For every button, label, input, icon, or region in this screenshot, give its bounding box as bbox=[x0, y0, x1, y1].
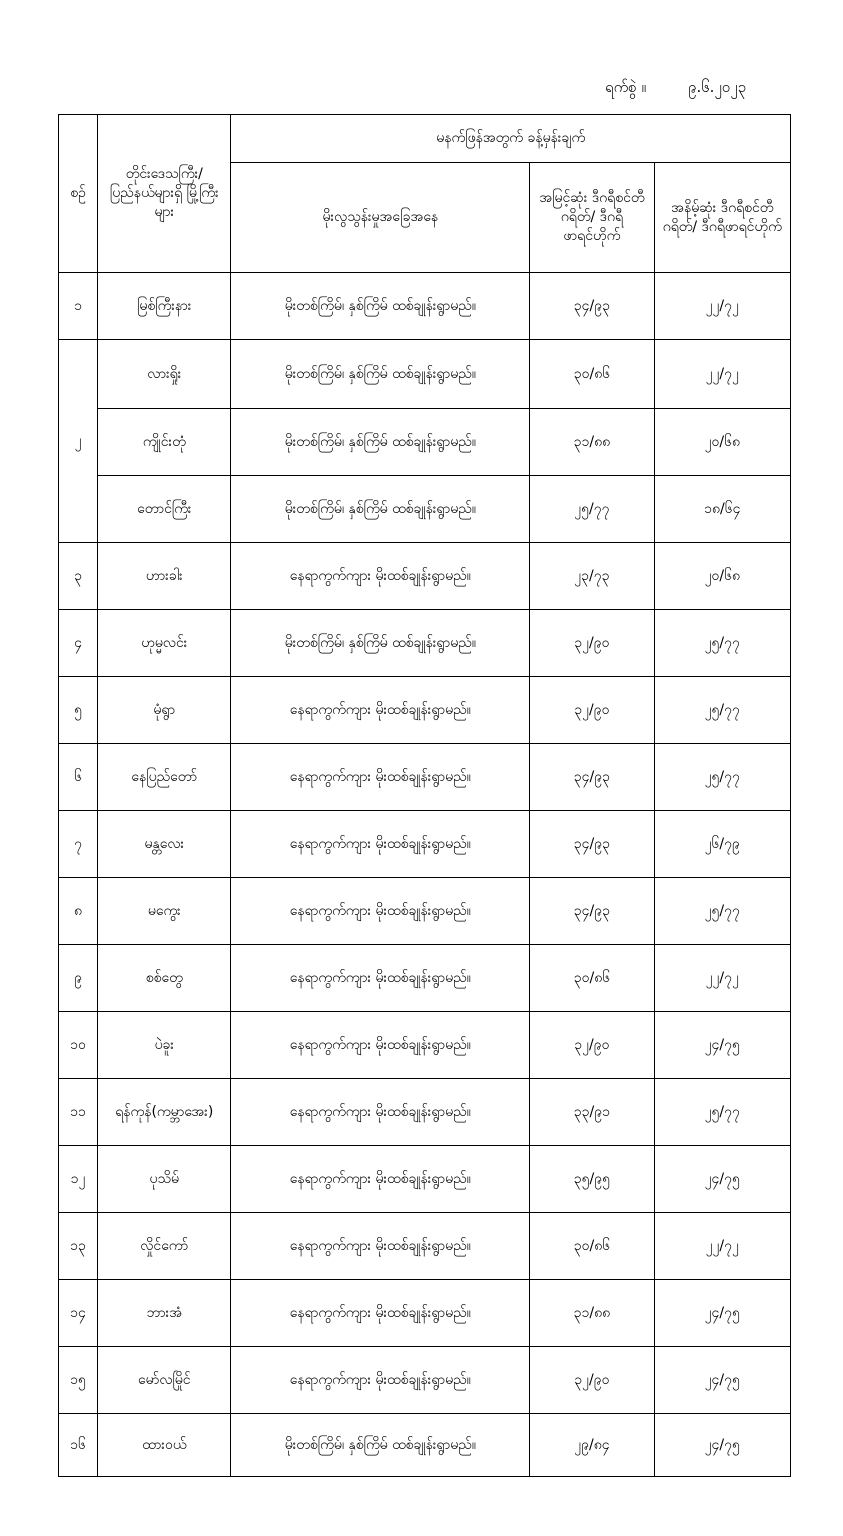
date-value: ၉.၆.၂၀၂၃ bbox=[688, 78, 747, 96]
city-cell: ထားဝယ် bbox=[98, 1414, 231, 1477]
city-cell: မော်လမြိုင် bbox=[98, 1347, 231, 1414]
min-temp-cell: ၂၅/၇၇ bbox=[654, 744, 790, 811]
condition-cell: နေရာကွက်ကျား မိုးထစ်ချုန်းရွာမည်။ bbox=[231, 811, 530, 878]
min-temp-cell: ၂၂/၇၂ bbox=[654, 1213, 790, 1280]
row-number: ၁၅ bbox=[59, 1347, 98, 1414]
city-cell: ဟားခါး bbox=[98, 543, 231, 610]
city-cell: မြစ်ကြီးနား bbox=[98, 273, 231, 340]
city-cell: ရန်ကုန်(ကမ္ဘာအေး) bbox=[98, 1079, 231, 1146]
max-temp-cell: ၃၁/၈၈ bbox=[530, 1280, 654, 1347]
city-cell: ကျိုင်းတုံ bbox=[98, 409, 231, 476]
table-row bbox=[59, 543, 791, 610]
max-temp-cell: ၂၉/၈၄ bbox=[530, 1414, 654, 1477]
row-number: ၅ bbox=[59, 677, 98, 744]
city-cell: မုံရွာ bbox=[98, 677, 231, 744]
min-temp-cell: ၁၈/၆၄ bbox=[654, 476, 790, 543]
max-temp-cell: ၃၀/၈၆ bbox=[530, 945, 654, 1012]
condition-cell: မိုးတစ်ကြိမ်၊ နှစ်ကြိမ် ထစ်ချုန်းရွာမည်။ bbox=[231, 340, 530, 409]
max-temp-cell: ၃၄/၉၃ bbox=[530, 811, 654, 878]
condition-cell: မိုးတစ်ကြိမ်၊ နှစ်ကြိမ် ထစ်ချုန်းရွာမည်။ bbox=[231, 476, 530, 543]
min-temp-cell: ၂၄/၇၅ bbox=[654, 1280, 790, 1347]
max-temp-cell: ၃၂/၉၀ bbox=[530, 677, 654, 744]
max-temp-cell: ၃၄/၉၃ bbox=[530, 744, 654, 811]
min-temp-cell: ၂၀/၆၈ bbox=[654, 409, 790, 476]
city-cell: ဟုမ္မလင်း bbox=[98, 610, 231, 677]
min-temp-cell: ၂၂/၇၂ bbox=[654, 340, 790, 409]
date-label: ရက်စွဲ ။ bbox=[605, 78, 647, 96]
max-temp-cell: ၃၀/၈၆ bbox=[530, 340, 654, 409]
table-row bbox=[59, 1414, 791, 1477]
condition-cell: နေရာကွက်ကျား မိုးထစ်ချုန်းရွာမည်။ bbox=[231, 543, 530, 610]
condition-cell: နေရာကွက်ကျား မိုးထစ်ချုန်းရွာမည်။ bbox=[231, 744, 530, 811]
table-row bbox=[59, 340, 791, 409]
max-temp-cell: ၃၂/၉၀ bbox=[530, 1012, 654, 1079]
max-temp-cell: ၃၃/၉၁ bbox=[530, 1079, 654, 1146]
forecast-table bbox=[58, 114, 791, 1477]
condition-cell: မိုးတစ်ကြိမ်၊ နှစ်ကြိမ် ထစ်ချုန်းရွာမည်။ bbox=[231, 409, 530, 476]
max-temp-cell: ၃၂/၉၀ bbox=[530, 1347, 654, 1414]
table-row bbox=[59, 811, 791, 878]
col-header-group: မနက်ဖြန်အတွက် ခန့်မှန်းချက် bbox=[231, 115, 791, 163]
condition-cell: နေရာကွက်ကျား မိုးထစ်ချုန်းရွာမည်။ bbox=[231, 1347, 530, 1414]
table-row bbox=[59, 1012, 791, 1079]
max-temp-cell: ၃၂/၉၀ bbox=[530, 610, 654, 677]
city-cell: ပုသိမ် bbox=[98, 1146, 231, 1213]
min-temp-cell: ၂၀/၆၈ bbox=[654, 543, 790, 610]
table-row bbox=[59, 1146, 791, 1213]
condition-cell: မိုးတစ်ကြိမ်၊ နှစ်ကြိမ် ထစ်ချုန်းရွာမည်။ bbox=[231, 1414, 530, 1477]
condition-cell: နေရာကွက်ကျား မိုးထစ်ချုန်းရွာမည်။ bbox=[231, 1146, 530, 1213]
min-temp-cell: ၂၅/၇၇ bbox=[654, 677, 790, 744]
table-row bbox=[59, 1213, 791, 1280]
col-header-city: တိုင်းဒေသကြီး/ ပြည်နယ်များရှိ မြို့ကြီးများ bbox=[98, 115, 231, 273]
max-temp-cell: ၃၅/၉၅ bbox=[530, 1146, 654, 1213]
city-cell: ပဲခူး bbox=[98, 1012, 231, 1079]
table-row bbox=[59, 476, 791, 543]
condition-cell: မိုးတစ်ကြိမ်၊ နှစ်ကြိမ် ထစ်ချုန်းရွာမည်။ bbox=[231, 610, 530, 677]
row-number: ၁၃ bbox=[59, 1213, 98, 1280]
row-number: ၁၀ bbox=[59, 1012, 98, 1079]
row-number: ၃ bbox=[59, 543, 98, 610]
row-number: ၇ bbox=[59, 811, 98, 878]
max-temp-cell: ၂၃/၇၃ bbox=[530, 543, 654, 610]
row-number: ၄ bbox=[59, 610, 98, 677]
col-header-condition: မိုးလွသွန်းမှုအခြေအနေ bbox=[231, 163, 530, 273]
condition-cell: နေရာကွက်ကျား မိုးထစ်ချုန်းရွာမည်။ bbox=[231, 1079, 530, 1146]
max-temp-cell: ၃၁/၈၈ bbox=[530, 409, 654, 476]
table-body bbox=[59, 273, 791, 1477]
date-line bbox=[560, 78, 790, 102]
row-number: ၁၁ bbox=[59, 1079, 98, 1146]
row-number: ၁၆ bbox=[59, 1414, 98, 1477]
row-number: ၂ bbox=[59, 340, 98, 543]
condition-cell: မိုးတစ်ကြိမ်၊ နှစ်ကြိမ် ထစ်ချုန်းရွာမည်။ bbox=[231, 273, 530, 340]
row-number: ၆ bbox=[59, 744, 98, 811]
min-temp-cell: ၂၄/၇၅ bbox=[654, 1146, 790, 1213]
city-cell: လှိုင်ကော် bbox=[98, 1213, 231, 1280]
city-cell: နေပြည်တော် bbox=[98, 744, 231, 811]
col-header-no: စဉ် bbox=[59, 115, 98, 273]
table-row bbox=[59, 945, 791, 1012]
table-row bbox=[59, 610, 791, 677]
max-temp-cell: ၂၅/၇၇ bbox=[530, 476, 654, 543]
condition-cell: နေရာကွက်ကျား မိုးထစ်ချုန်းရွာမည်။ bbox=[231, 1280, 530, 1347]
table-row bbox=[59, 409, 791, 476]
table-row bbox=[59, 677, 791, 744]
table-row bbox=[59, 878, 791, 945]
min-temp-cell: ၂၆/၇၉ bbox=[654, 811, 790, 878]
max-temp-cell: ၃၄/၉၃ bbox=[530, 273, 654, 340]
row-number: ၁၂ bbox=[59, 1146, 98, 1213]
min-temp-cell: ၂၂/၇၂ bbox=[654, 945, 790, 1012]
condition-cell: နေရာကွက်ကျား မိုးထစ်ချုန်းရွာမည်။ bbox=[231, 1012, 530, 1079]
col-header-min: အနိမ့်ဆုံး ဒီဂရီစင်တီဂရိတ်/ ဒီဂရီဖာရင်ဟိုက် bbox=[654, 163, 790, 273]
min-temp-cell: ၂၄/၇၅ bbox=[654, 1347, 790, 1414]
city-cell: လားရှိုး bbox=[98, 340, 231, 409]
table-row bbox=[59, 273, 791, 340]
min-temp-cell: ၂၄/၇၅ bbox=[654, 1414, 790, 1477]
table-row bbox=[59, 744, 791, 811]
min-temp-cell: ၂၂/၇၂ bbox=[654, 273, 790, 340]
max-temp-cell: ၃၄/၉၃ bbox=[530, 878, 654, 945]
table-row bbox=[59, 1280, 791, 1347]
min-temp-cell: ၂၅/၇၇ bbox=[654, 1079, 790, 1146]
city-cell: ဘားအံ bbox=[98, 1280, 231, 1347]
table-row bbox=[59, 1079, 791, 1146]
city-cell: မန္တလေး bbox=[98, 811, 231, 878]
condition-cell: နေရာကွက်ကျား မိုးထစ်ချုန်းရွာမည်။ bbox=[231, 945, 530, 1012]
city-cell: မကွေး bbox=[98, 878, 231, 945]
row-number: ၁ bbox=[59, 273, 98, 340]
city-cell: စစ်တွေ bbox=[98, 945, 231, 1012]
min-temp-cell: ၂၅/၇၇ bbox=[654, 878, 790, 945]
table-header bbox=[59, 115, 791, 273]
table-row bbox=[59, 1347, 791, 1414]
condition-cell: နေရာကွက်ကျား မိုးထစ်ချုန်းရွာမည်။ bbox=[231, 1213, 530, 1280]
min-temp-cell: ၂၄/၇၅ bbox=[654, 1012, 790, 1079]
max-temp-cell: ၃၀/၈၆ bbox=[530, 1213, 654, 1280]
row-number: ၈ bbox=[59, 878, 98, 945]
row-number: ၉ bbox=[59, 945, 98, 1012]
city-cell: တောင်ကြီး bbox=[98, 476, 231, 543]
condition-cell: နေရာကွက်ကျား မိုးထစ်ချုန်းရွာမည်။ bbox=[231, 677, 530, 744]
condition-cell: နေရာကွက်ကျား မိုးထစ်ချုန်းရွာမည်။ bbox=[231, 878, 530, 945]
min-temp-cell: ၂၅/၇၇ bbox=[654, 610, 790, 677]
col-header-max: အမြင့်ဆုံး ဒီဂရီစင်တီဂရိတ်/ ဒီဂရီဖာရင်ဟိုက် bbox=[530, 163, 654, 273]
row-number: ၁၄ bbox=[59, 1280, 98, 1347]
